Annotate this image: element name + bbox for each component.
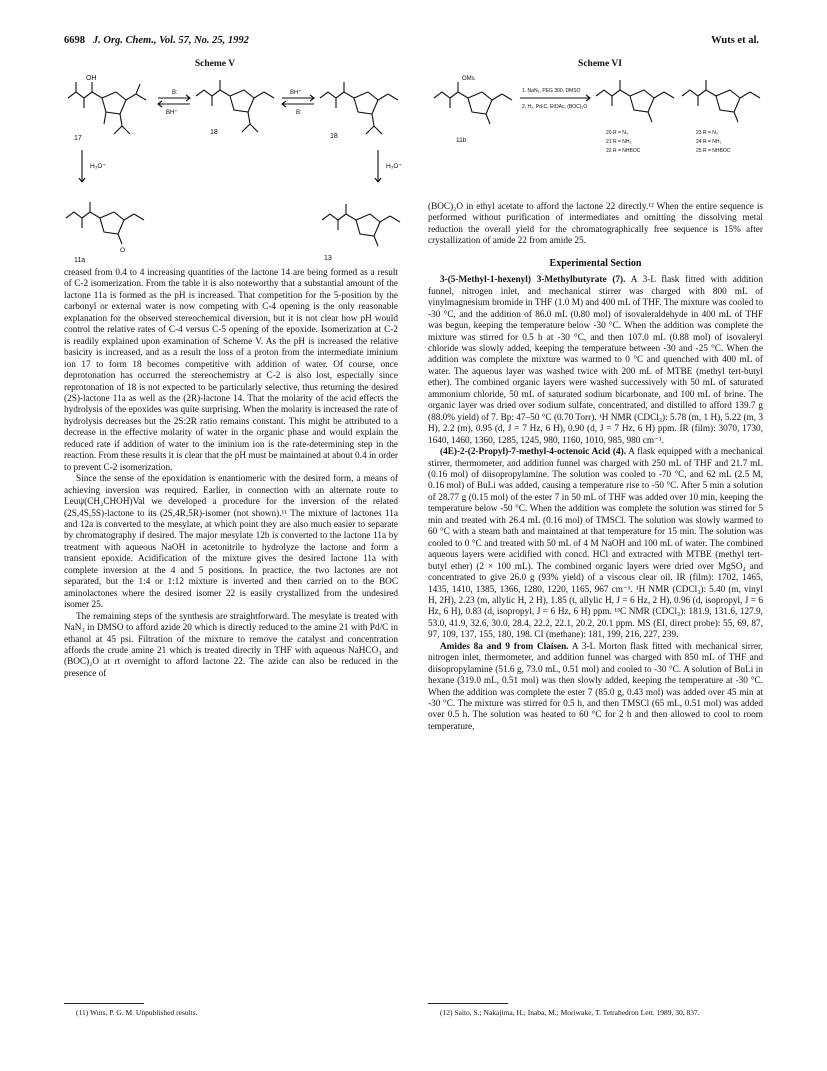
footnote-rule-right [428, 1003, 508, 1004]
oh-label: OH [86, 75, 97, 82]
scheme-vi-title: Scheme VI [578, 59, 622, 69]
running-header-authors: Wuts et al. [711, 35, 759, 46]
h3o-left-label: H₃O⁺ [90, 163, 106, 170]
paragraph: Since the sense of the epoxidation is enantiomeric with the desired form, a means of achieving inversion was required. Earlier, in connection with an alternate route to Leuψ(CH₂CHOH)Val we developed a procedure for the inversion of the related (2S,4S,5S)-lactone to its (2S,4R,5R)-isomer (not shown).¹¹ The mixture of lactones 11a and 12a is converted to the mesylate, at which point they are also much easier to separate by chromatography if desired. The major mesylate 12b is converted to the lactone 11a by treatment with aqueous NaOH in acetonitrile to hydrolyze the lactone and form a transient epoxide. Acidification of the mixture gives the desired lactone 11a with complete inversion at the 4 and 5 positions. In practice, the two lactones are not separated, but the 1:4 or 1:12 mixture is inverted and then carried on to the BOC aminolactones where the desired isomer 22 is easily crystallized from the undesired isomer 25. [64, 474, 398, 611]
base-label-1: B: [172, 90, 178, 96]
scheme-vi-diagram [430, 68, 770, 168]
entry-body: A 3-L Morton flask fitted with mechanical sirrer, nitrogen inlet, thermometer, and addition funnel was charged with 850 mL of THF and diisopropylamine (51.6 g, 73.0 mL, 0.51 mol) and cooled to -30 °C. A solution of BuLi in hexane (319.0 mL, 0.51 mol) was then slowly added, keeping the temperature at -30 °C. When the addition was complete the ester 7 (85.0 g, 0.43 mol) was added over 45 min at -30 °C. The mixture was stirred for 0.5 h, and then TMSCl (65 mL, 0.51 mol) was added over 0.5 h. The solution was heated to 60 °C for 2 h and then allowed to cool to room temperature, [428, 641, 763, 732]
base-label-2: B: [296, 110, 302, 116]
structure-11b [434, 82, 512, 124]
h3o-right-label: H₃O⁺ [386, 163, 402, 170]
compound-18a-label: 18 [210, 129, 218, 136]
compound-11b-label: 11b [456, 137, 467, 144]
structure-18a [196, 80, 274, 132]
structure-11a [66, 202, 144, 244]
compound-23-label: 23 R = N₃ [696, 130, 718, 136]
entry-body: A 3-L flask fitted with addition funnel, nitrogen inlet, and mechanical stirrer was charged with 800 mL of vinylmagnesium bromide in THF (1.0 M) and 400 mL of THF. The mixture was cooled to -30 °C, and the addition of 86.0 mL (0.80 mol) of isovaleraldehyde in 400 mL of THF was begun, keeping the temperature below -30 °C. When the addition was complete the mixture was stirred for 0.5 h at -30 °C, and then 107.0 mL (0.88 mol) of isovaleryl chloride was slowly added, keeping the temperature between -30 and -25 °C. When the addition was complete the mixture was warmed to 0 °C and quenched with 400 mL of water. The aqueous layer was washed twice with 200 mL of MTBE (methyl tert-butyl ether). The combined organic layers were washed successively with 50 mL of saturated ammonium chloride, 50 mL of saturated sodium bicarbonate, and 100 mL of brine. The organic layer was dried over sodium sulfate, concentrated, and distilled to afford 139.7 g (88.0% yield) of 7. Bp: 47–50 °C (0.70 Torr). ¹H NMR (CDCl₃): 5.78 (m, 1 H), 5.22 (m, 3 H), 2.2 (m), 0.95 (d, J = 7 Hz, 6 H), 0.90 (d, J = 7 Hz, 6 H) ppm. IR (film): 3070, 1730, 1640, 1460, 1360, 1285, 1245, 980, 1160, 1010, 985, 980 cm⁻¹. [428, 275, 764, 446]
scheme-v-title: Scheme V [194, 59, 236, 69]
compound-18b-label: 18 [330, 133, 338, 140]
structure-17 [68, 82, 146, 134]
scheme-v-diagram [60, 70, 405, 270]
entry-heading: (4E)-2-(2-Propyl)-7-methyl-4-octenoic Acid (4). [440, 447, 627, 458]
compound-17-label: 17 [74, 135, 82, 142]
bh-label-2: BH⁺ [290, 90, 302, 96]
entry-heading: 3-(5-Methyl-1-hexenyl) 3-Methylbutyrate (7). [440, 275, 626, 286]
structure-18b [320, 82, 398, 134]
compound-21-label: 21 R = NH₂ [606, 139, 632, 145]
compound-20-label: 20 R = N₃ [606, 130, 628, 136]
structure-23-25 [682, 80, 760, 122]
page-number: 6698 [64, 35, 85, 46]
experimental-entry [428, 642, 763, 734]
footnote-rule-left [64, 1003, 144, 1004]
right-column [428, 202, 763, 733]
experimental-entry [428, 447, 763, 642]
oms-label: OMs [462, 76, 475, 82]
condition-step-1: 1. NaN₃, PEG 300, DMSO [522, 88, 581, 94]
compound-25-label: 25 R = NHBOC [696, 148, 731, 154]
entry-heading: Amides 8a and 9 from Claisen. [440, 641, 569, 652]
compound-13-label: 13 [324, 255, 332, 262]
paragraph: The remaining steps of the synthesis are straightforward. The mesylate is treated with NaN₃ in DMSO to afford azide 20 which is directly reduced to the amine 21 with Pd/C in ethanol at 45 psi. Filtration of the mixture to remove the catalyst and concentration affords the crude amine 21 which is treated directly in THF with aqueous NaHCO₃ and (BOC)₂O at rt overnight to afford lactone 22. The azide can also be reduced in the presence of [64, 611, 398, 679]
structure-20-22 [596, 80, 674, 122]
footnote-12: (12) Saito, S.; Nakajima, H.; Inaba, M.; Moriwake, T. Tetrahedron Lett. 1989, 30, 837. [440, 1008, 700, 1017]
paragraph: creased from 0.4 to 4 increasing quantities of the lactone 14 are being formed as a result of C-2 isomerization. From the table it is also noteworthy that a substantial amount of the lactone 11a is formed as the pH is increased. That competition for the 5-position by the carbonyl or external water is now competing with C-4 opening is the only reasonable explanation for the observed stereochemical diversion, but it is not clear how pH would control the relative rates of C-4 versus C-5 opening of the epoxide. Isomerization at C-2 is readily explained upon examination of Scheme V. As the pH is increased the relative basicity is increased, and as a result the loss of a proton from the intermediate iminium ion 17 to form 18 becomes competitive with addition of water. Of course, once deprotonation has occurred the stereochemistry at C-2 is also lost, especially since reprotonation of 18 is not expected to be particularly selective, thus returning the desired (2S)-lactone 11a as well as the (2R)-lactone 14. That the molarity of the acid effects the hydrolysis of the epoxides was quite surprising. When the molarity is increased the rate of hydrolysis decreases but the 2S:2R ratio remains constant. This might be attributed to a decrease in the effective molarity of water in the organic phase and would explain the reduced rate if addition of water to the iminium ion is the rate-determining step in the reaction. From these results it is clear that the pH must be maintained at about 0.4 in order to prevent C-2 isomerization. [64, 268, 398, 473]
compound-22-label: 22 R = NHBOC [606, 148, 641, 154]
compound-11a-label: 11a [74, 257, 86, 264]
compound-24-label: 24 R = NH₂ [696, 139, 722, 145]
structure-13 [322, 204, 400, 246]
o-label: O [120, 247, 126, 254]
section-title: Experimental Section [549, 257, 642, 269]
experimental-entry [428, 275, 763, 447]
running-header-left [64, 35, 249, 46]
left-column [64, 268, 398, 680]
journal-citation: J. Org. Chem., Vol. 57, No. 25, 1992 [92, 35, 249, 46]
paragraph: (BOC)₂O in ethyl acetate to afford the lactone 22 directly.¹² When the entire sequence is performed without purification of intermediates and omitting the dissolving metal reduction the overall yield for the chromatographically free sequence is 15% after crystallization of amide 22 from amide 25. [428, 202, 763, 247]
condition-step-2: 2. H₂, Pd-C, EtOAc, (BOC)₂O [522, 104, 588, 110]
entry-body: A flask equipped with a mechanical stirrer, thermometer, and addition funnel was charged with 250 mL of THF and 21.7 mL (0.16 mol) of diisopropylamine. The solution was cooled to -70 °C, and 62 mL (2.5 M, 0.16 mol) of BuLi was added, causing a temperature rise to -50 °C. After 5 min a solution of 28.77 g (0.15 mol) of the ester 7 in 50 mL of THF was added over 10 min, keeping the temperature below -50 °C. When the addition was complete the solution was stirred for 5 min and treated with 26.4 mL (0.16 mol) of TMSCl. The solution was slowly warmed to 60 °C with a steam bath and maintained at that temperature for 15 min. The solution was cooled to 0 °C and treated with 50 mL of 4 M NaOH and 100 mL of water. The combined aqueous layers were acidified with concd. HCl and extracted with MTBE (methyl tert-butyl ether) (2 × 100 mL). The combined organic layers were dried over MgSO₄ and concentrated to give 26.0 g (93% yield) of a viscous clear oil. IR (film): 1702, 1465, 1435, 1410, 1385, 1366, 1280, 1220, 1165, 967 cm⁻¹. ¹H NMR (CDCl₃): 5.40 (m, vinyl H, 2H), 2.23 (m, allylic H, 2 H), 1.85 (t, allylic H, J = 6 Hz, 2 H), 0.96 (d, isopropyl, J = 6 Hz, 6 H), 0.83 (d, isopropyl, J = 6 Hz, 6 H) ppm. ¹³C NMR (CDCl₃): 181.9, 131.6, 127.9, 53.0, 41.9, 32.6, 30.0, 28.4, 22.2, 22.1, 20.2, 20.1 ppm. MS (EI, direct probe): 55, 69, 87, 97, 109, 137, 155, 180, 198. CI (methane): 181, 199, 216, 227, 239. [428, 447, 763, 641]
bh-label-1: BH⁺ [166, 110, 178, 116]
footnote-11: (11) Wuts, P. G. M. Unpublished results. [76, 1008, 198, 1017]
